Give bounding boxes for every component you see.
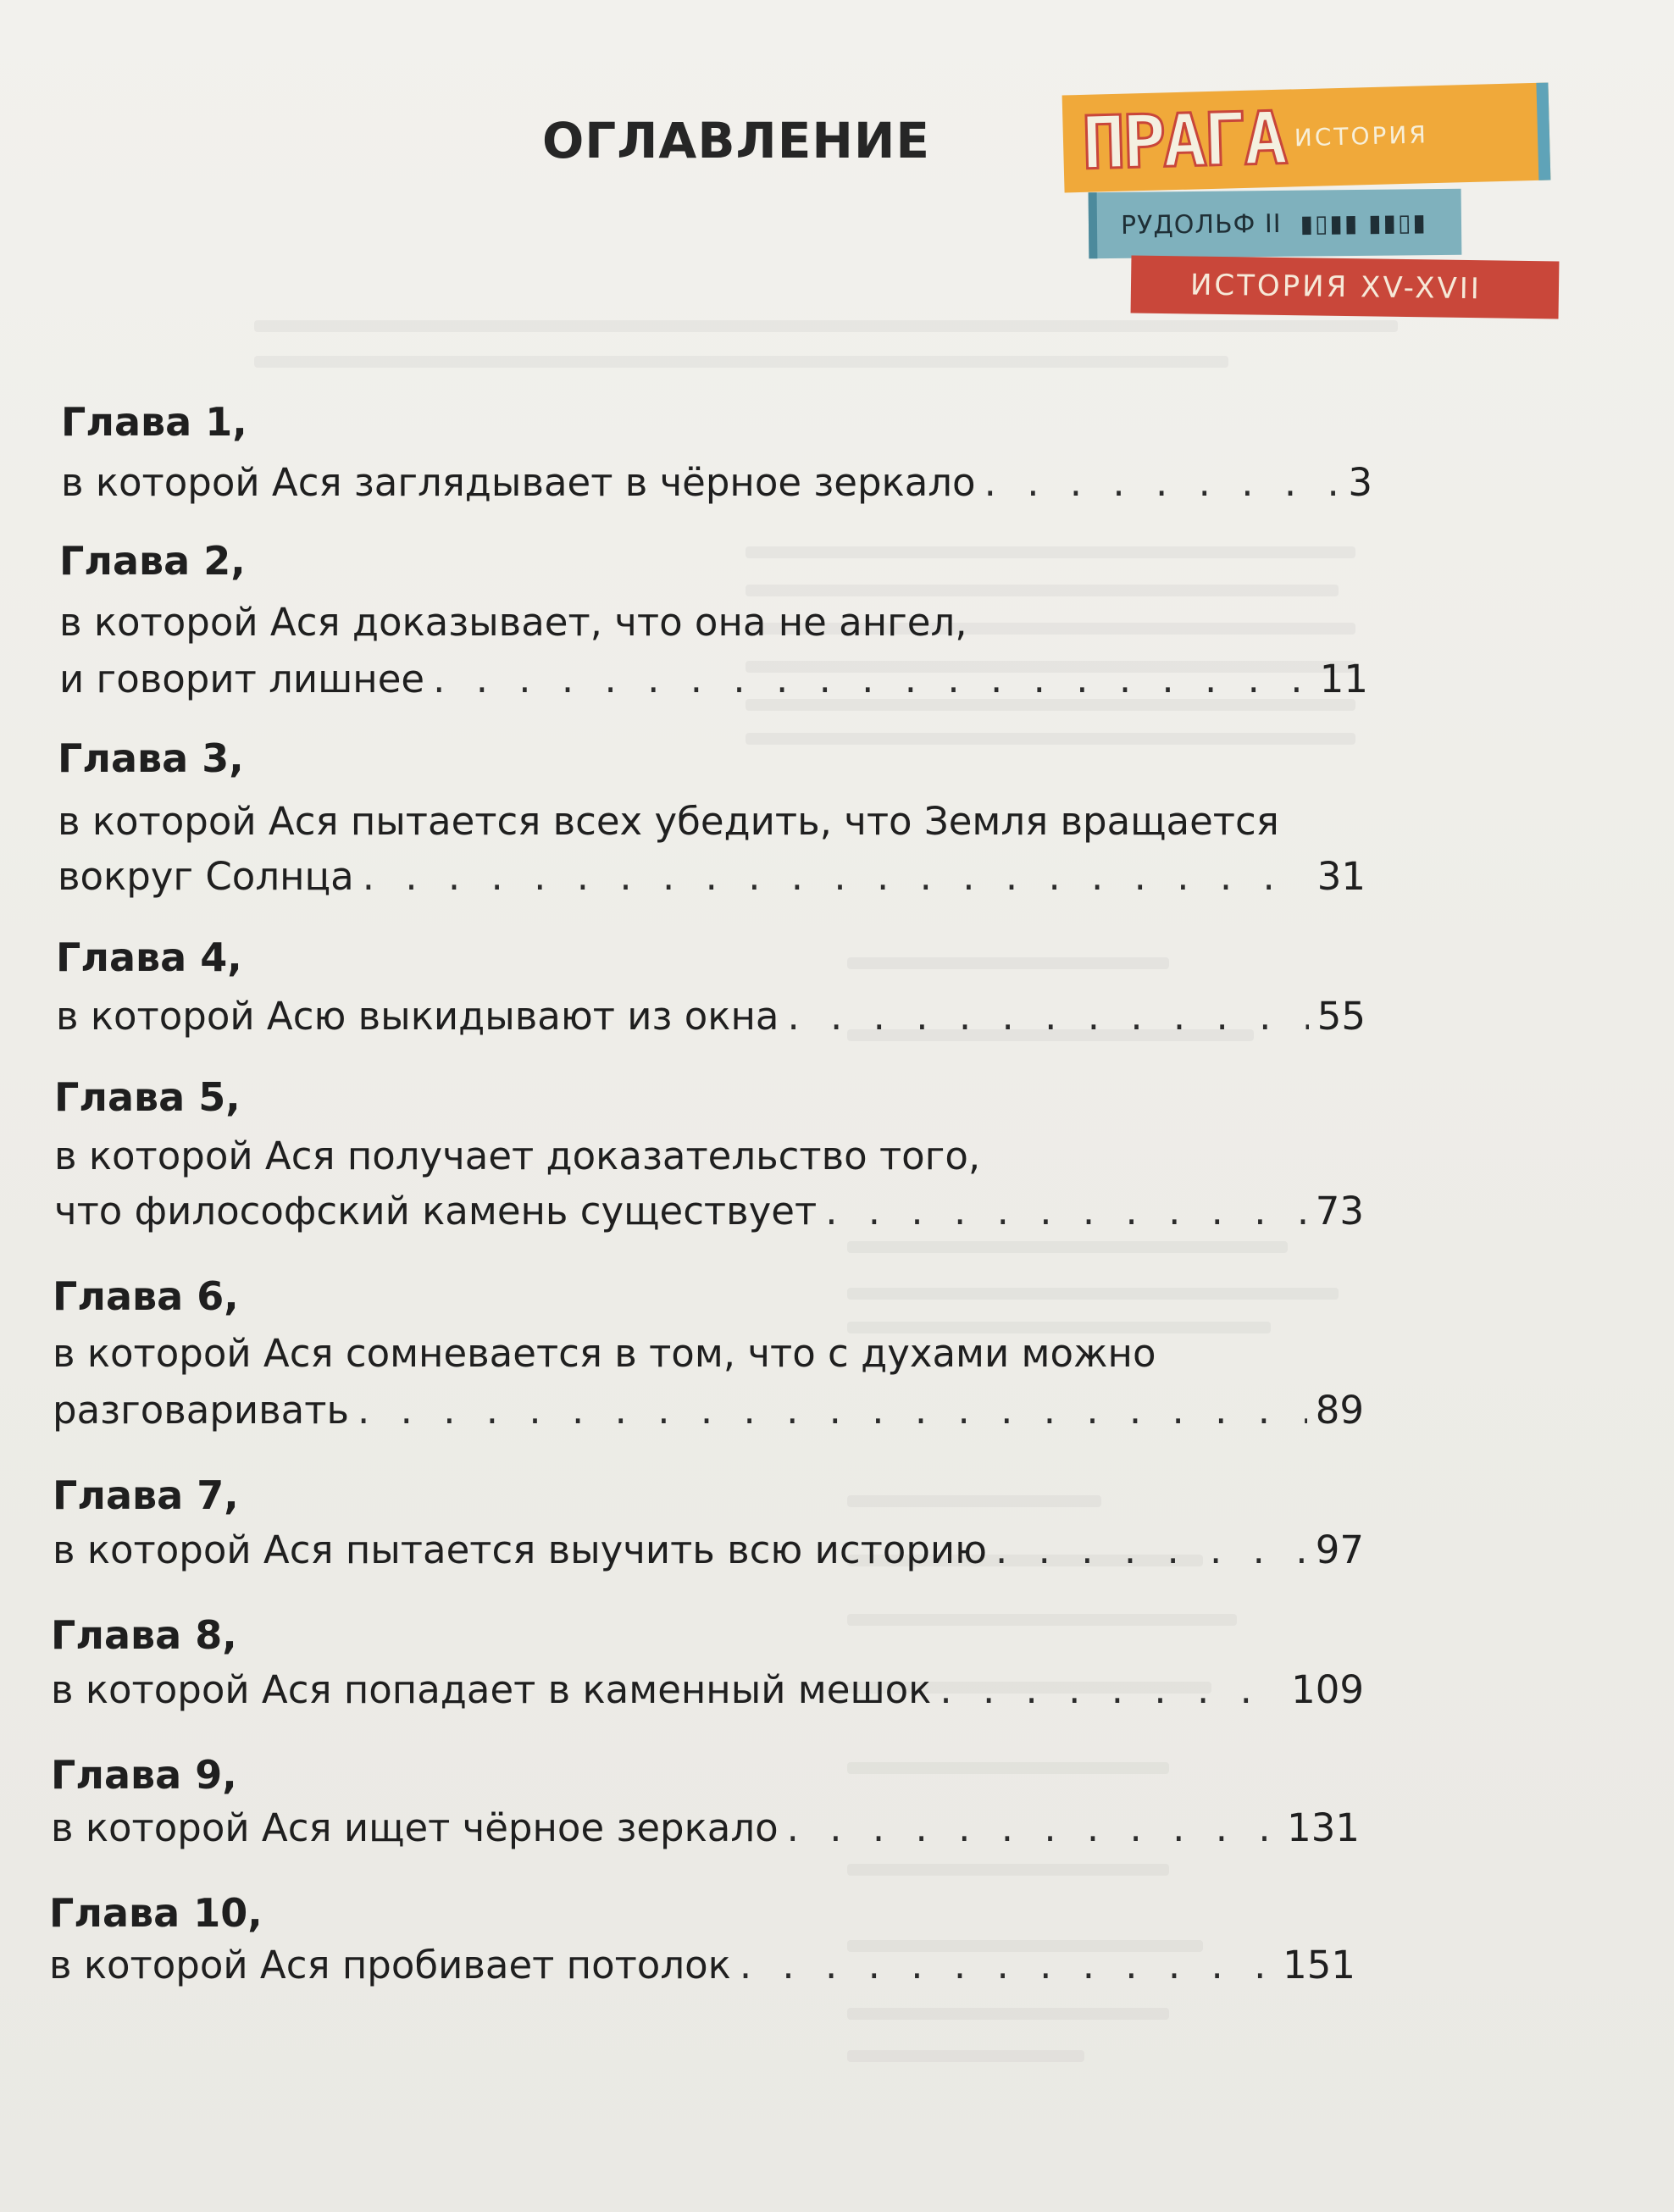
dot-leader xyxy=(825,1186,1307,1237)
toc-entry-text-line: в которой Ася доказывает, что она не ангел, xyxy=(59,600,967,645)
book-stack-icon xyxy=(1063,80,1571,326)
toc-entry-text: в которой Ася пробивает потолок xyxy=(49,1943,731,1987)
page-number: 11 xyxy=(1319,657,1368,701)
chapter-heading: Глава 2, xyxy=(59,538,246,584)
book-rudolf-ornament: ▮▯▮▮ ▮▮▯▮ xyxy=(1300,208,1427,238)
toc-entry-text-line: в которой Ася пытается всех убедить, что Земля вращается xyxy=(58,799,1279,844)
page-number: 109 xyxy=(1291,1667,1364,1712)
chapter-heading: Глава 9, xyxy=(51,1752,237,1798)
toc-entry-text: и говорит лишнее xyxy=(59,657,425,701)
page-number: 89 xyxy=(1315,1388,1364,1433)
toc-entry-text: в которой Асю выкидывают из окна xyxy=(56,994,779,1039)
toc-entry-row xyxy=(61,457,1372,508)
dot-leader xyxy=(787,991,1308,1042)
toc-entry-text-line: в которой Ася сомневается в том, что с духами можно xyxy=(53,1331,1156,1376)
toc-entry-row xyxy=(49,1940,1355,1991)
book-praga-subtitle: ИСТОРИЯ xyxy=(1294,120,1429,152)
toc-entry-row xyxy=(51,1665,1364,1716)
toc-entry-text: вокруг Солнца xyxy=(58,854,354,899)
toc-entry-text: разговаривать xyxy=(53,1388,349,1433)
book-history xyxy=(1131,255,1560,319)
toc-entry-text: в которой Ася пытается выучить всю историю xyxy=(53,1527,988,1572)
dot-leader xyxy=(433,654,1311,705)
toc-entry-text: в которой Ася попадает в каменный мешок xyxy=(51,1667,932,1712)
toc-entry-text-line: в которой Ася получает доказательство того, xyxy=(54,1134,981,1178)
dot-leader xyxy=(984,457,1340,508)
dot-leader xyxy=(358,1385,1307,1436)
toc-entry-row xyxy=(54,1186,1364,1237)
page-number: 55 xyxy=(1316,994,1366,1039)
toc-entry-row xyxy=(56,991,1366,1042)
book-rudolf-title: РУДОЛЬФ II xyxy=(1120,208,1282,241)
book-praga xyxy=(1062,83,1551,193)
toc-entry-row xyxy=(53,1525,1364,1576)
toc-entry-text: что философский камень существует xyxy=(54,1189,818,1234)
page-number: 97 xyxy=(1315,1527,1364,1572)
page-number: 3 xyxy=(1348,460,1372,505)
chapter-heading: Глава 8, xyxy=(51,1612,237,1658)
book-history-title: ИСТОРИЯ XV-XVII xyxy=(1189,268,1483,307)
toc-entry-row xyxy=(51,1803,1360,1854)
page-number: 31 xyxy=(1316,854,1366,899)
chapter-heading: Глава 6, xyxy=(53,1273,239,1319)
dot-leader xyxy=(787,1803,1278,1854)
dot-leader xyxy=(740,1940,1274,1991)
toc-entry-row xyxy=(53,1385,1364,1436)
page-number: 73 xyxy=(1315,1189,1364,1234)
toc-entry-row xyxy=(58,851,1366,902)
dot-leader xyxy=(940,1665,1283,1716)
page-number: 131 xyxy=(1287,1805,1360,1850)
toc-entry-row xyxy=(59,654,1368,705)
page-number: 151 xyxy=(1283,1943,1355,1987)
chapter-heading: Глава 10, xyxy=(49,1890,263,1936)
toc-entry-text: в которой Ася заглядывает в чёрное зеркало xyxy=(61,460,976,505)
toc-entry-text: в которой Ася ищет чёрное зеркало xyxy=(51,1805,779,1850)
book-rudolf xyxy=(1089,189,1462,259)
chapter-heading: Глава 5, xyxy=(54,1074,241,1120)
chapter-heading: Глава 4, xyxy=(56,934,242,980)
chapter-heading: Глава 3, xyxy=(58,735,244,781)
book-praga-title: ПРАГА xyxy=(1080,96,1286,186)
page-title: ОГЛАВЛЕНИЕ xyxy=(542,112,931,169)
chapter-heading: Глава 1, xyxy=(61,399,247,445)
chapter-heading: Глава 7, xyxy=(53,1472,239,1518)
dot-leader xyxy=(995,1525,1307,1576)
dot-leader xyxy=(363,851,1309,902)
